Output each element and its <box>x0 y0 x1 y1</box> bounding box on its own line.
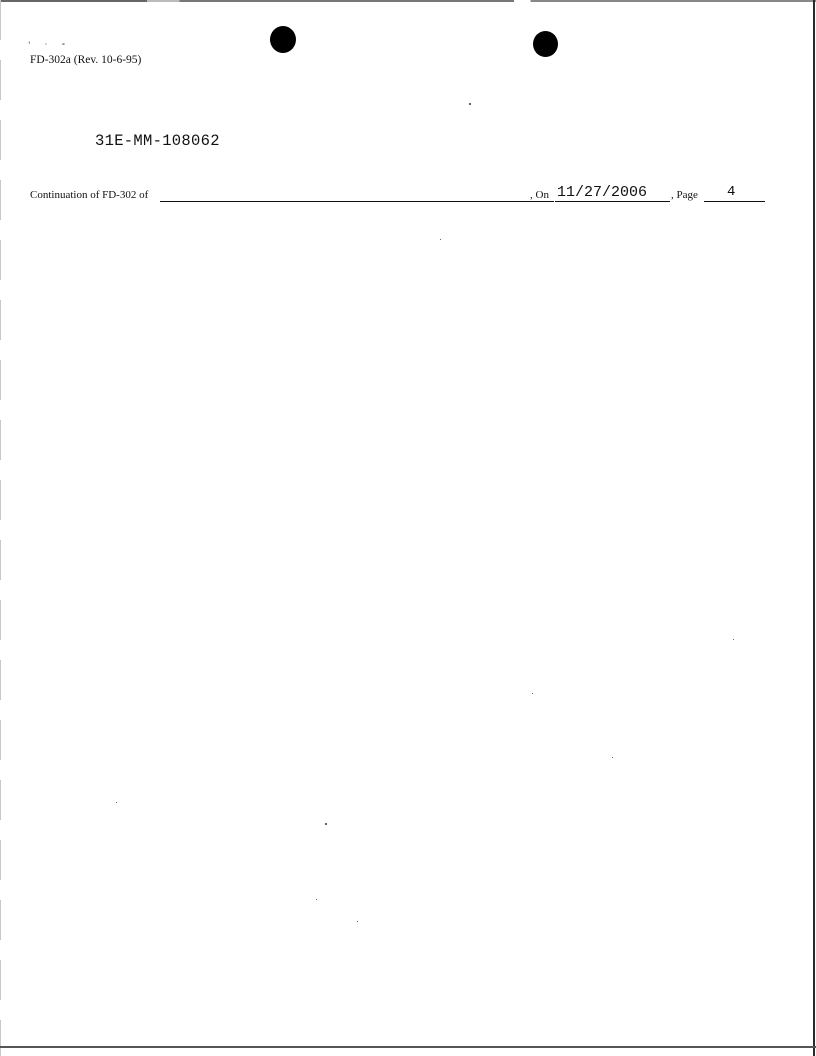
date-field-line <box>555 201 670 202</box>
speck <box>469 103 471 105</box>
speck <box>440 239 441 240</box>
continuation-row <box>30 186 770 206</box>
on-label: , On <box>530 189 549 201</box>
punch-hole-right <box>533 31 558 57</box>
punch-hole-left <box>270 26 296 53</box>
speck <box>316 899 317 900</box>
speck <box>357 921 358 922</box>
scan-bottom-edge <box>0 1046 816 1048</box>
subject-field-line <box>160 201 554 202</box>
date-value: 11/27/2006 <box>557 184 648 201</box>
speck <box>116 802 117 803</box>
case-number: 31E-MM-108062 <box>95 132 220 150</box>
continuation-label: Continuation of FD-302 of <box>30 189 149 201</box>
page-number: 4 <box>727 184 736 200</box>
scan-left-edge <box>0 0 1 1056</box>
form-identifier: FD-302a (Rev. 10-6-95) <box>30 54 142 66</box>
scan-right-edge <box>813 0 815 1056</box>
speck <box>532 693 533 694</box>
speck <box>612 757 613 758</box>
stray-marks: ‘ · ⁃ <box>28 40 72 49</box>
speck <box>733 639 734 640</box>
speck <box>325 823 327 825</box>
page-field-line <box>704 201 765 202</box>
scan-top-edge <box>0 0 816 2</box>
page-label: , Page <box>671 189 698 201</box>
